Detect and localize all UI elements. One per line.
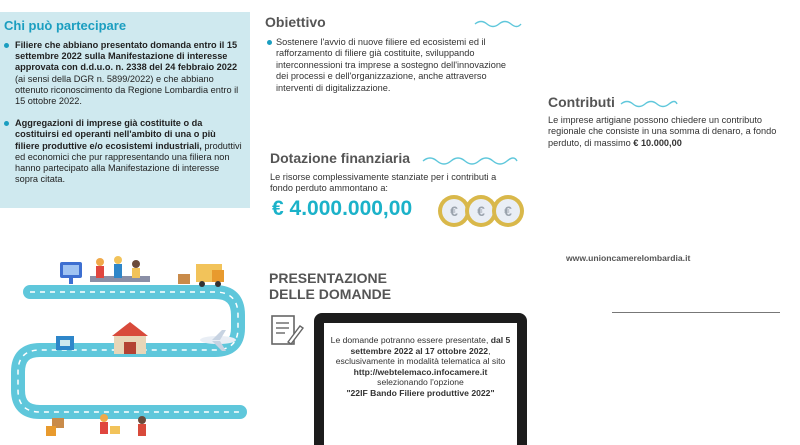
participation-item-bold: Filiere che abbiano presentato domanda entro il 15 settembre 2022 sulla Manifestazione di interesse approvata con d.d.u.o. n. 2338 del 24 febbraio 2022 xyxy=(15,40,238,73)
tablet-frame xyxy=(314,313,527,445)
svg-text:€: € xyxy=(477,203,485,219)
truck-icon xyxy=(178,264,224,287)
submission-title xyxy=(269,270,391,302)
objective-body: Sostenere l'avvio di nuove filiere ed ecosistemi ed il rafforzamento di filiere già costituite, sviluppando interconnessioni tra imprese a sostegno dell'innovazione dei processi e dell'organizzazione, anche attraverso interventi di digitalizzazione. xyxy=(276,37,507,93)
submission-text: selezionando l'opzione xyxy=(377,377,464,388)
wave-decoration xyxy=(620,98,678,108)
submission-option: "22IF Bando Filiere produttive 2022" xyxy=(346,387,495,398)
participation-title: Chi può partecipare xyxy=(4,18,127,33)
euro-coin-icon xyxy=(436,193,526,229)
participation-item xyxy=(4,118,242,185)
store-icon xyxy=(56,336,74,350)
monitor-icon xyxy=(60,262,82,284)
objective-title: Obiettivo xyxy=(265,14,326,30)
contributions-text xyxy=(548,115,788,149)
divider xyxy=(612,312,780,313)
submission-dates: dal 5 settembre 2022 al 17 ottobre 2022 xyxy=(350,335,511,356)
funding-text: Le risorse complessivamente stanziate per i contributi a fondo perduto ammontano a: xyxy=(270,172,497,194)
wave-decoration xyxy=(474,18,522,28)
funding-amount: € 4.000.000,00 xyxy=(272,197,413,220)
svg-text:€: € xyxy=(504,203,512,219)
website-link[interactable]: www.unioncamerelombardia.it xyxy=(566,253,691,263)
form-pencil-icon xyxy=(268,312,304,348)
submission-title-line1: PRESENTAZIONE xyxy=(269,270,387,286)
submission-title-line2: DELLE DOMANDE xyxy=(269,286,392,302)
supply-chain-illustration xyxy=(0,240,255,445)
wave-decoration xyxy=(422,154,518,166)
workers-icon xyxy=(90,256,150,282)
submission-url[interactable]: http://webtelemaco.infocamere.it xyxy=(353,366,488,377)
funding-title: Dotazione finanziaria xyxy=(270,150,411,166)
bullet-icon xyxy=(4,43,9,48)
svg-text:€: € xyxy=(450,203,458,219)
participation-item-text: (ai sensi della DGR n. 5899/2022) e che abbiano ottenuto riconoscimento da Regione Lombardia entro il 15 ottobre 2022. xyxy=(15,73,239,107)
contributions-body: Le imprese artigiane possono chiedere un contributo regionale che consiste in una somma di denaro, a fondo perduto, di massimo xyxy=(548,115,777,148)
warehouse-icon xyxy=(112,322,148,354)
submission-text: , esclusivamente in modalità telematica al sito xyxy=(335,345,506,367)
participation-item-text: produttivi ed economici che pur rappresentando una filiera non hanno partecipato alla Manifestazione di interesse sopra citata. xyxy=(15,140,242,185)
bullet-icon xyxy=(4,121,9,126)
submission-text: Le domande potranno essere presentate, xyxy=(330,335,491,345)
contributions-max: € 10.000,00 xyxy=(633,137,682,148)
contributions-title: Contributi xyxy=(548,94,615,110)
participation-item-bold: Aggregazioni di imprese già costituite o da costituirsi ed operanti nell'ambito di una o più filiere produttive e/o ecosistemi industriali, xyxy=(15,118,216,151)
submission-info xyxy=(324,323,517,445)
bullet-icon xyxy=(267,40,272,45)
participation-panel xyxy=(0,12,250,208)
objective-text xyxy=(267,37,517,94)
participation-item xyxy=(4,40,242,107)
